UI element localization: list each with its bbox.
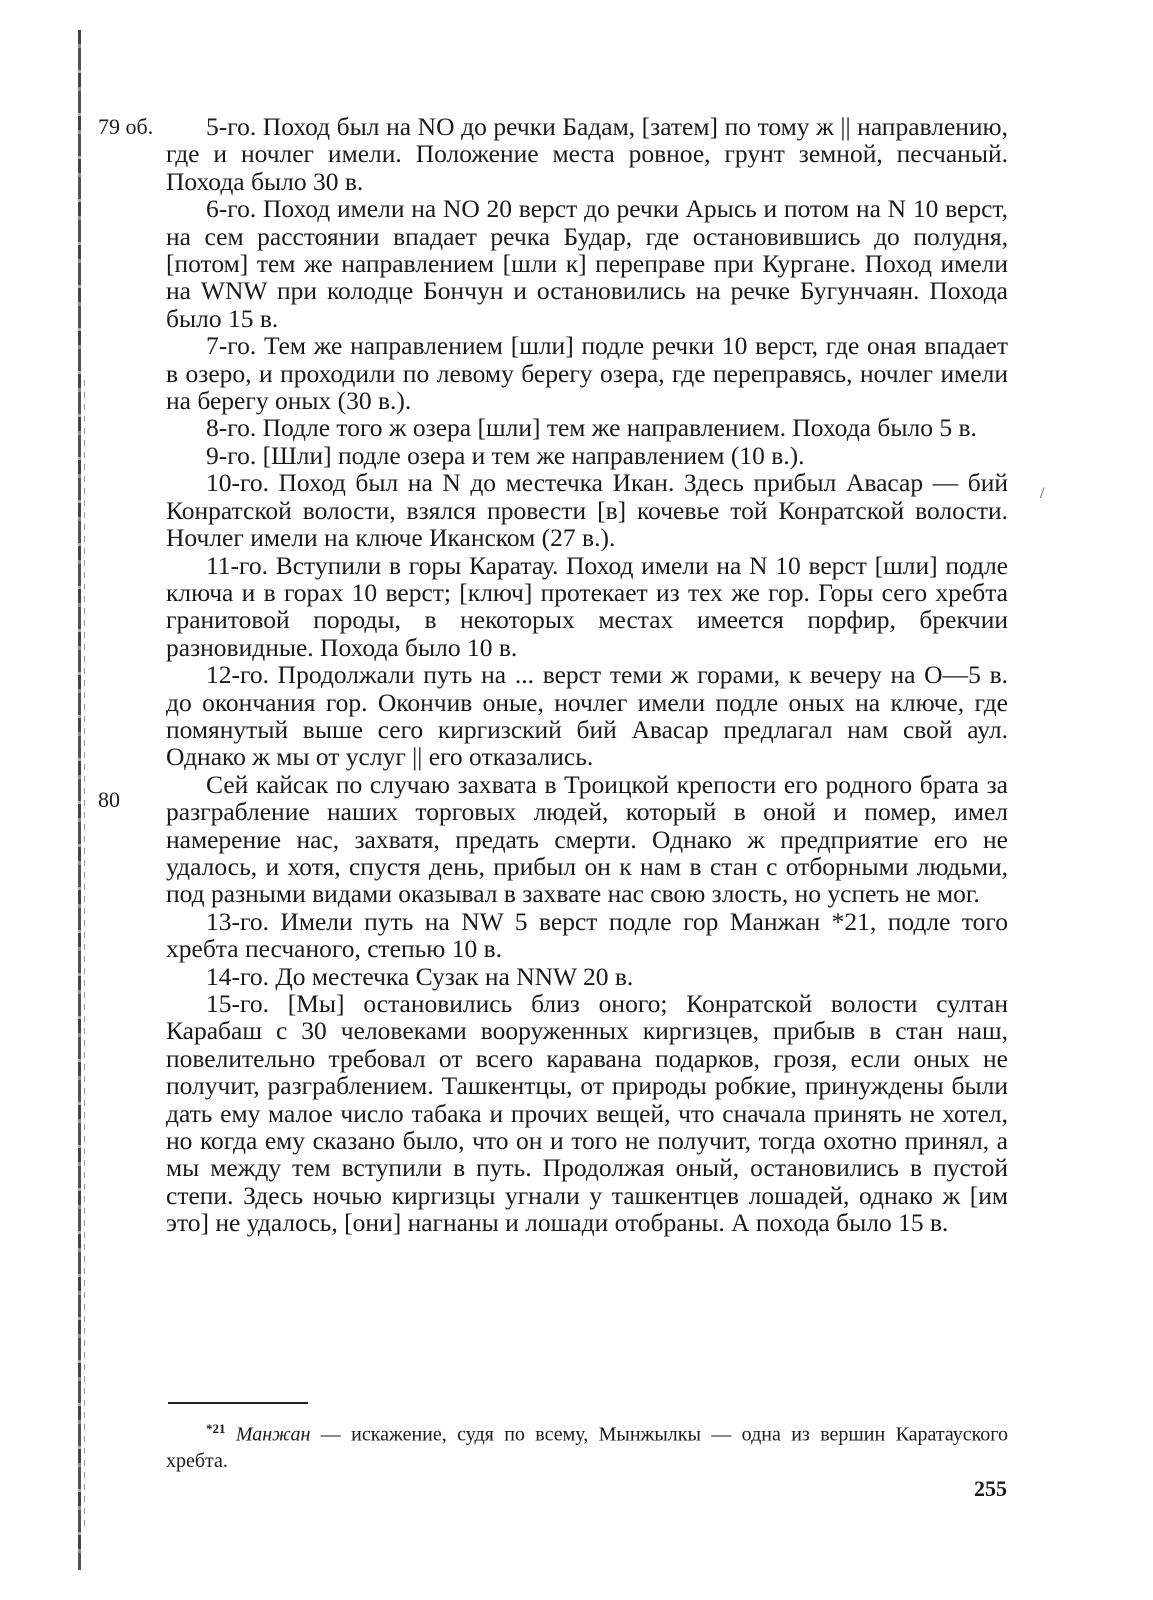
margin-note-folio-79: 79 об. xyxy=(98,114,154,139)
paragraph-kaisak: Сей кайсак по случаю захвата в Троицкой крепости его родного брата за разграбление наших торговых людей, который в оной и помер, имел намерение нас, захватя, предать смерти. Однако ж предприятие его не удалось, и хотя, спустя день, прибыл он к нам в стан с отборными людьми, под разными видами оказывал в захвате нас свою злость, но успеть не мог. xyxy=(166,769,1008,909)
footnote-marker: *21 xyxy=(206,1421,226,1436)
footnote-term: Манжан xyxy=(235,1423,311,1446)
binding-edge-shadow xyxy=(84,380,85,1530)
page-number: 255 xyxy=(974,1476,1007,1501)
stray-mark: / xyxy=(1040,485,1045,502)
paragraph-day-13: 13-го. Имели путь на NW 5 верст подле гор Манжан *21, подле того хребта песчаного, степью 10 в. xyxy=(166,906,1008,964)
footnote xyxy=(166,1416,1008,1474)
paragraph-day-7: 7-го. Тем же направлением [шли] подле речки 10 верст, где оная впадает в озеро, и проходили по левому берегу озера, где переправясь, ночлег имели на берегу оных (30 в.). xyxy=(166,331,1008,416)
margin-note-folio-80: 80 xyxy=(98,787,120,812)
footnote-text: — искажение, судя по всему, Мынжылкы — одна из вершин Каратауского хребта. xyxy=(166,1423,1009,1472)
paragraph-day-9: 9-го. [Шли] подле озера и тем же направлением (10 в.). xyxy=(206,440,805,470)
paragraph-day-6: 6-го. Поход имели на NO 20 верст до речки Арысь и потом на N 10 верст, на сем расстоянии впадает речка Будар, где остановившись до полудня, [потом] тем же направлением [шли к] переправе при Кургане. Поход имели на WNW при колодце Бончун и остановились на речке Бугунчаян. Похода было 15 в. xyxy=(166,194,1008,333)
main-text xyxy=(166,113,1008,1237)
paragraph-day-11: 11-го. Вступили в горы Каратау. Поход имели на N 10 верст [шли] подле ключа и в горах 10 верст; [ключ] протекает из тех же гор. Горы сего хребта гранитовой породы, в некоторых местах имеется порфир, брекчии разновидные. Похода было 10 в. xyxy=(166,550,1008,662)
paragraph-day-5: 5-го. Поход был на NO до речки Бадам, [затем] по тому ж || направлению, где и ночлег имели. Положение места ровное, грунт земной, песчаный. Похода было 30 в. xyxy=(166,112,1008,196)
footnote-rule xyxy=(168,1402,308,1404)
paragraph-day-12: 12-го. Продолжали путь на ... верст теми ж горами, к вечеру на О—5 в. до окончания гор. Окончив оные, ночлег имели подле оных на ключе, где помянутый выше сего киргизский бий Авасар предлагал нам свой аул. Однако ж мы от услуг || его отказались. xyxy=(166,660,1008,772)
paragraph-day-14: 14-го. До местечка Сузак на NNW 20 в. xyxy=(206,961,634,991)
paragraph-day-8: 8-го. Подле того ж озера [шли] тем же направлением. Похода было 5 в. xyxy=(206,413,977,443)
paragraph-day-15: 15-го. [Мы] остановились близ оного; Конратской волости султан Карабаш с 30 человеками вооруженных киргизцев, прибыв в стан наш, повелительно требовал от всего каравана подарков, грозя, если оных не получит, разграблением. Ташкентцы, от природы робкие, принуждены были дать ему малое число табака и прочих вещей, что сначала принять не хотел, но когда ему сказано было, что он и того не получит, тогда охотно принял, а мы между тем вступили в путь. Продолжая оный, остановились в пустой степи. Здесь ночью киргизцы угнали у ташкентцев лошадей, однако ж [им это] не удалось, [они] нагнаны и лошади отобраны. А похода было 15 в. xyxy=(166,989,1008,1238)
binding-edge xyxy=(78,30,81,1570)
paragraph-day-10: 10-го. Поход был на N до местечка Икан. Здесь прибыл Авасар — бий Конратской волости, взялся провести [в] кочевье той Конратской волости. Ночлег имели на ключе Иканском (27 в.). xyxy=(166,468,1008,553)
